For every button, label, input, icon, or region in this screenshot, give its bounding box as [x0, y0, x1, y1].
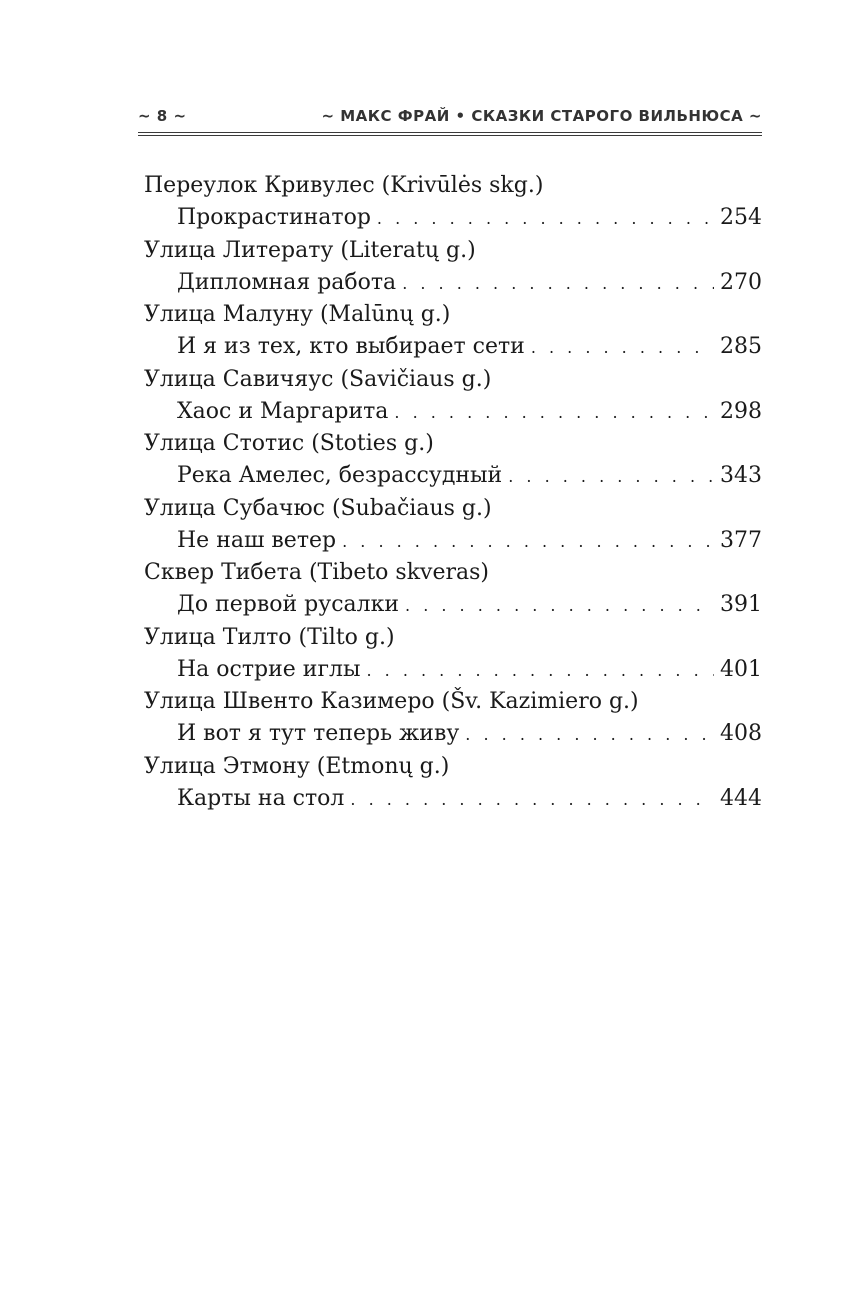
toc-entry: [144, 299, 762, 364]
toc-entry: [144, 428, 762, 493]
story-page-number: 401: [720, 656, 762, 682]
header-rule: [138, 132, 762, 136]
story-title: И вот я тут теперь живу: [177, 721, 460, 746]
street-name: Улица Малуну (Malūnų g.): [144, 302, 451, 327]
story-page-number: 254: [720, 205, 762, 230]
toc-entry: [144, 557, 762, 622]
dot-leader: [465, 719, 714, 751]
book-title-header: ~ МАКС ФРАЙ • СКАЗКИ СТАРОГО ВИЛЬНЮСА ~: [321, 107, 762, 125]
story-title: До первой русалки: [177, 592, 400, 617]
story-page-number: 285: [720, 334, 762, 359]
dot-leader: [377, 203, 714, 235]
dot-leader: [405, 590, 714, 622]
story-title: Прокрастинатор: [177, 205, 371, 230]
toc-entry: [144, 686, 762, 751]
toc-entry: [144, 622, 762, 687]
story-page-number: 270: [720, 269, 762, 295]
toc-story-line[interactable]: [144, 331, 762, 363]
story-page-number: 444: [720, 785, 762, 811]
story-title: Река Амелес, безрассудный: [177, 463, 503, 488]
story-page-number: 408: [720, 721, 762, 746]
story-title: Не наш ветер: [177, 527, 337, 553]
story-title: И я из тех, кто выбирает сети: [177, 334, 525, 359]
toc-story-line[interactable]: [144, 589, 762, 621]
dot-leader: [531, 332, 714, 364]
street-name: Улица Литерату (Literatų g.): [144, 237, 476, 263]
story-page-number: 343: [720, 463, 762, 488]
toc-story-line[interactable]: [144, 460, 762, 492]
toc-story-line[interactable]: [144, 654, 762, 686]
street-name: Сквер Тибета (Tibeto skveras): [144, 560, 489, 585]
toc-entry: [144, 751, 762, 816]
street-name: Улица Швенто Казимеро (Šv. Kazimiero g.): [144, 689, 639, 714]
street-name: Улица Субачюс (Subačiaus g.): [144, 495, 492, 521]
toc-entry: [144, 493, 762, 558]
toc-entry: [144, 170, 762, 235]
toc-story-line[interactable]: [144, 525, 762, 557]
toc-story-line[interactable]: [144, 396, 762, 428]
dot-leader: [508, 461, 714, 493]
street-name: Улица Этмону (Etmonų g.): [144, 753, 450, 779]
street-name: Улица Савичяус (Savičiaus g.): [144, 366, 492, 392]
story-title: На острие иглы: [177, 656, 361, 682]
story-page-number: 377: [720, 527, 762, 553]
dot-leader: [366, 655, 714, 687]
dot-leader: [350, 784, 714, 816]
toc-story-line[interactable]: [144, 267, 762, 299]
running-head: [138, 104, 762, 128]
toc-entry: [144, 235, 762, 300]
story-page-number: 391: [720, 592, 762, 617]
street-name: Переулок Кривулес (Krivūlės skg.): [144, 173, 544, 198]
story-title: Дипломная работа: [177, 269, 397, 295]
story-page-number: 298: [720, 398, 762, 424]
toc-entry: [144, 364, 762, 429]
dot-leader: [402, 268, 714, 300]
story-title: Карты на стол: [177, 785, 345, 811]
table-of-contents: [144, 170, 762, 815]
street-name: Улица Тилто (Tilto g.): [144, 624, 395, 650]
dot-leader: [342, 526, 714, 558]
street-name: Улица Стотис (Stoties g.): [144, 431, 434, 456]
toc-story-line[interactable]: [144, 202, 762, 234]
toc-story-line[interactable]: [144, 783, 762, 815]
dot-leader: [394, 397, 714, 429]
story-title: Хаос и Маргарита: [177, 398, 389, 424]
page-number-header: ~ 8 ~: [138, 107, 187, 125]
toc-story-line[interactable]: [144, 718, 762, 750]
